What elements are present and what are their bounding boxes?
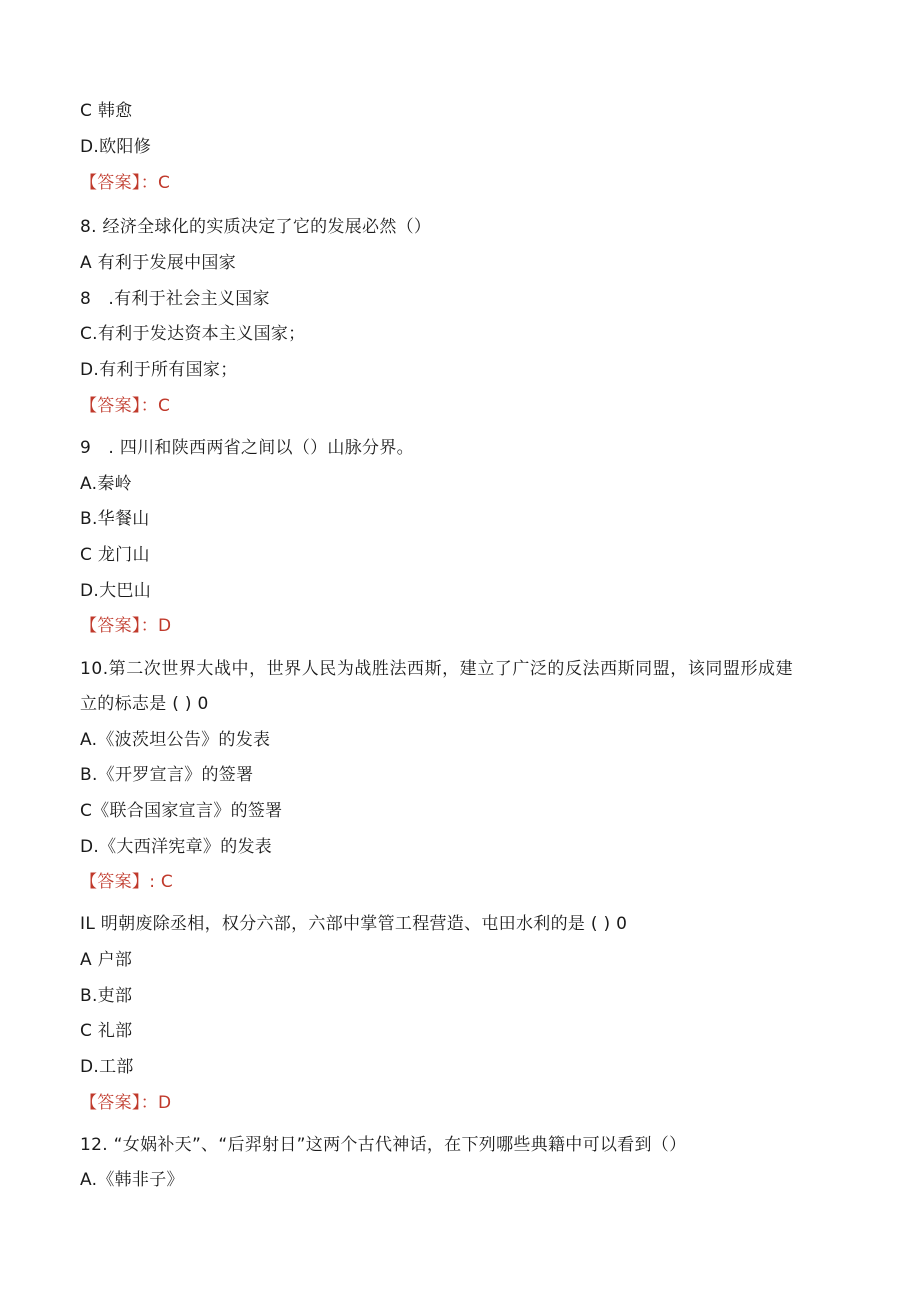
question-8-option-c: C.有利于发达资本主义国家； <box>80 324 306 344</box>
question-8: 8. 经济全球化的实质决定了它的发展必然（） <box>80 217 432 237</box>
answer-9: 【答案】：D <box>80 616 172 636</box>
question-11-option-b: B.吏部 <box>80 986 133 1006</box>
question-10-option-d: D.《大西洋宪章》的发表 <box>80 837 273 857</box>
question-9-option-b: B.华餐山 <box>80 509 150 529</box>
answer-11: 【答案】：D <box>80 1093 172 1113</box>
question-12-option-a: A.《韩非子》 <box>80 1170 184 1190</box>
question-8-option-a: A 有利于发展中国家 <box>80 253 237 273</box>
question-11: IL 明朝废除丞相，权分六部，六部中掌管工程营造、屯田水利的是 ( ) 0 <box>80 914 628 934</box>
answer-10: 【答案】: C <box>80 872 174 892</box>
question-10-line-2: 立的标志是 ( ) 0 <box>80 694 209 714</box>
question-9-option-a: A.秦岭 <box>80 474 132 494</box>
question-10-option-c: C《联合国家宣言》的签署 <box>80 801 283 821</box>
option-c-han-yu: C 韩愈 <box>80 101 133 121</box>
option-d-ouyang-xiu: D.欧阳修 <box>80 137 151 157</box>
question-10-option-b: B.《开罗宣言》的签署 <box>80 765 254 785</box>
question-9-option-c: C 龙门山 <box>80 545 150 565</box>
question-8-option-d: D.有利于所有国家； <box>80 360 238 380</box>
question-11-option-c: C 礼部 <box>80 1021 133 1041</box>
question-11-option-a: A 户部 <box>80 950 133 970</box>
question-12: 12. “女娲补天”、“后羿射日”这两个古代神话，在下列哪些典籍中可以看到（） <box>80 1135 687 1155</box>
question-9: 9 . 四川和陕西两省之间以（）山脉分界。 <box>80 438 414 458</box>
answer-8: 【答案】：C <box>80 396 171 416</box>
question-8-option-b: 8 .有利于社会主义国家 <box>80 289 270 309</box>
answer-7: 【答案】：C <box>80 173 171 193</box>
question-10-line-1: 10.第二次世界大战中，世界人民为战胜法西斯，建立了广泛的反法西斯同盟，该同盟形成建 <box>80 659 794 679</box>
question-11-option-d: D.工部 <box>80 1057 134 1077</box>
question-9-option-d: D.大巴山 <box>80 581 151 601</box>
question-10-option-a: A.《波茨坦公告》的发表 <box>80 730 271 750</box>
